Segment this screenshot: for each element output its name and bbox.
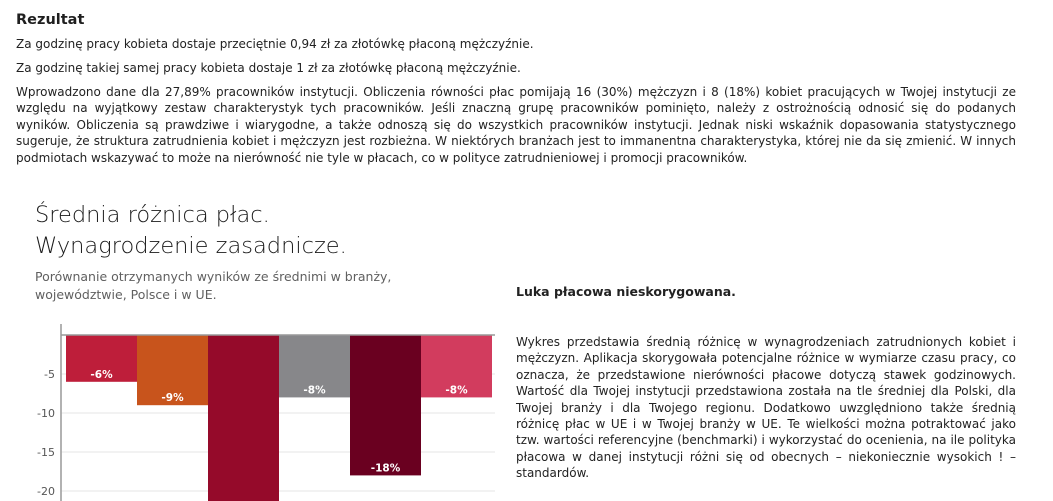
result-title: Rezultat — [16, 12, 85, 28]
bar — [208, 335, 279, 501]
result-section — [16, 12, 1016, 166]
chart-title-line-2: Wynagrodzenie zasadnicze. — [35, 233, 347, 259]
side-section — [516, 284, 1016, 482]
bar-value-label: -18% — [370, 462, 401, 475]
y-tick-label: -15 — [37, 446, 55, 459]
bar-value-label: -6% — [90, 368, 113, 381]
y-tick-label: -5 — [44, 368, 55, 381]
bar-value-label: -8% — [445, 384, 468, 397]
result-line-average: Za godzinę pracy kobieta dostaje przeciętnie 0,94 zł za złotówkę płaconą mężczyźnie. — [16, 37, 534, 51]
chart-title-line-1: Średnia różnica płac. — [35, 202, 270, 228]
pay-gap-bar-chart — [0, 320, 500, 501]
bar — [350, 335, 421, 475]
bar-value-label: -8% — [303, 384, 326, 397]
bar-value-label: -9% — [161, 392, 184, 405]
result-paragraph: Wprowadzono dane dla 27,89% pracowników instytucji. Obliczenia równości płac pomijają 16 (30%) mężczyzn i 8 (18%) kobiet pracujących w Twojej instytucji ze względu na wyjątkowy zestaw charakterystyk tych pracowników. Jeśli znaczną grupę pracowników pominięto, należy z ostrożnością odnosić się do podanych wyników. Obliczenia są prawdziwe i wiarygodne, a także odnoszą się do wszystkich pracowników instytucji. Jednak niski wskaźnik dopasowania statystycznego sugeruje, że struktura zatrudnienia kobiet i mężczyzn jest rozbieżna. W niektórych branżach jest to immanentna charakterystyka, której nie da się zmienić. W innych podmiotach wskazywać to może na nierówność nie tyle w płacach, co w polityce zatrudnieniowej i promocji pracowników. — [16, 85, 1016, 165]
side-paragraph: Wykres przedstawia średnią różnicę w wynagrodzeniach zatrudnionych kobiet i mężczyzn. Aplikacja skorygowała potencjalne różnice w wymiarze czasu pracy, co oznacza, że przedstawione nierówności płacowe dotyczą stawek godzinowych. Wartość dla Twojej instytucji przedstawiona została na tle średniej dla Polski, dla Twojej branży i dla Twojego regionu. Dodatkowo uwzględniono także średnią różnicę płac w UE i w Twojej branży w UE. Te wielkości można potraktować jako tzw. wartości referencyjne (benchmarki) i wykorzystać do ocenienia, na ile polityka płacowa w danej instytucji różni się od obecnych – niekoniecznie wysokich ! – standardów. — [516, 335, 1016, 481]
side-title: Luka płacowa nieskorygowana. — [516, 284, 736, 299]
result-line-equal-work: Za godzinę takiej samej pracy kobieta dostaje 1 zł za złotówkę płaconą mężczyźnie. — [16, 61, 521, 75]
chart-title — [35, 200, 347, 262]
y-tick-label: -20 — [37, 485, 55, 498]
chart-subtitle: Porównanie otrzymanych wyników ze średnimi w branży, województwie, Polsce i w UE. — [35, 269, 392, 302]
y-tick-label: -10 — [37, 407, 55, 420]
